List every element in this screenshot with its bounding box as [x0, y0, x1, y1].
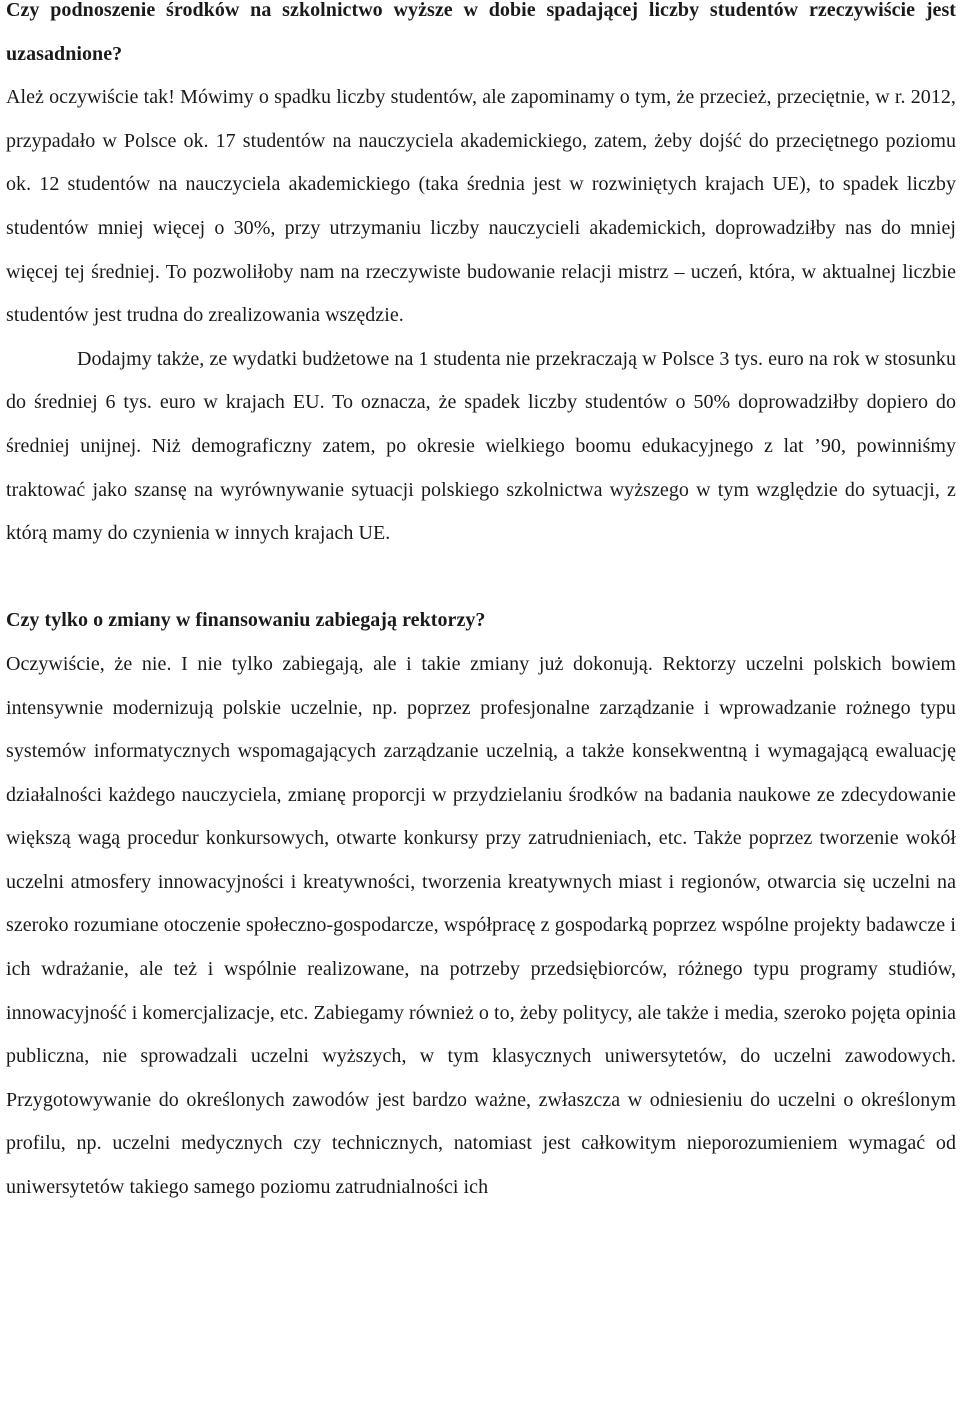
question-heading-2: Czy tylko o zmiany w finansowaniu zabiegają rektorzy?	[6, 609, 486, 632]
answer-paragraph-2: Dodajmy także, ze wydatki budżetowe na 1 studenta nie przekraczają w Polsce 3 tys. euro na rok w stosunku do średniej 6 tys. euro w krajach EU. To oznacza, że spadek liczby studentów o 50% doprowadziłby dopiero do średniej unijnej. Niż demograficzny zatem, po okresie wielkiego boomu edukacyjnego z lat ’90, powinniśmy traktować jako szansę na wyrównywanie sytuacji polskiego szkolnictwa wyższego w tym względzie do sytuacji, z którą mamy do czynienia w innych krajach UE.	[6, 347, 956, 545]
document-page	[6, 0, 956, 1210]
paragraph-spacer	[6, 556, 956, 600]
question-heading-1: Czy podnoszenie środków na szkolnictwo wyższe w dobie spadającej liczby studentów rzeczywiście jest uzasadnione?	[6, 0, 956, 65]
answer-paragraph-3: Oczywiście, że nie. I nie tylko zabiegają, ale i takie zmiany już dokonują. Rektorzy uczelni polskich bowiem intensywnie modernizują polskie uczelnie, np. poprzez profesjonalne zarządzanie i wprowadzanie rożnego typu systemów informatycznych wspomagających zarządzanie uczelnią, a także konsekwentną i wymagającą ewaluację działalności każdego nauczyciela, zmianę proporcji w przydzielaniu środków na badania naukowe ze zdecydowanie większą wagą procedur konkursowych, otwarte konkursy przy zatrudnieniach, etc. Także poprzez tworzenie wokół uczelni atmosfery innowacyjności i kreatywności, tworzenia kreatywnych miast i regionów, otwarcia się uczelni na szeroko rozumiane otoczenie społeczno-gospodarcze, współpracę z gospodarką poprzez wspólne projekty badawcze i ich wdrażanie, ale też i wspólnie realizowane, na potrzeby przedsiębiorców, różnego typu programy studiów, innowacyjność i komercjalizacje, etc. Zabiegamy również o to, żeby politycy, ale także i media, szeroko pojęta opinia publiczna, nie sprowadzali uczelni wyższych, w tym klasycznych uniwersytetów, do uczelni zawodowych. Przygotowywanie do określonych zawodów jest bardzo ważne, zwłaszcza w odniesieniu do uczelni o określonym profilu, np. uczelni medycznych czy technicznych, natomiast jest całkowitym nieporozumieniem wymagać od uniwersytetów takiego samego poziomu zatrudnialności ich	[6, 652, 956, 1199]
answer-paragraph-1: Ależ oczywiście tak! Mówimy o spadku liczby studentów, ale zapominamy o tym, że przecież, przeciętnie, w r. 2012, przypadało w Polsce ok. 17 studentów na nauczyciela akademickiego, zatem, żeby dojść do przeciętnego poziomu ok. 12 studentów na nauczyciela akademickiego (taka średnia jest w rozwiniętych krajach UE), to spadek liczby studentów mniej więcej o 30%, przy utrzymaniu liczby nauczycieli akademickich, doprowadziłby nas do mniej więcej tej średniej. To pozwoliłoby nam na rzeczywiste budowanie relacji mistrz – uczeń, która, w aktualnej liczbie studentów jest trudna do zrealizowania wszędzie.	[6, 86, 956, 327]
